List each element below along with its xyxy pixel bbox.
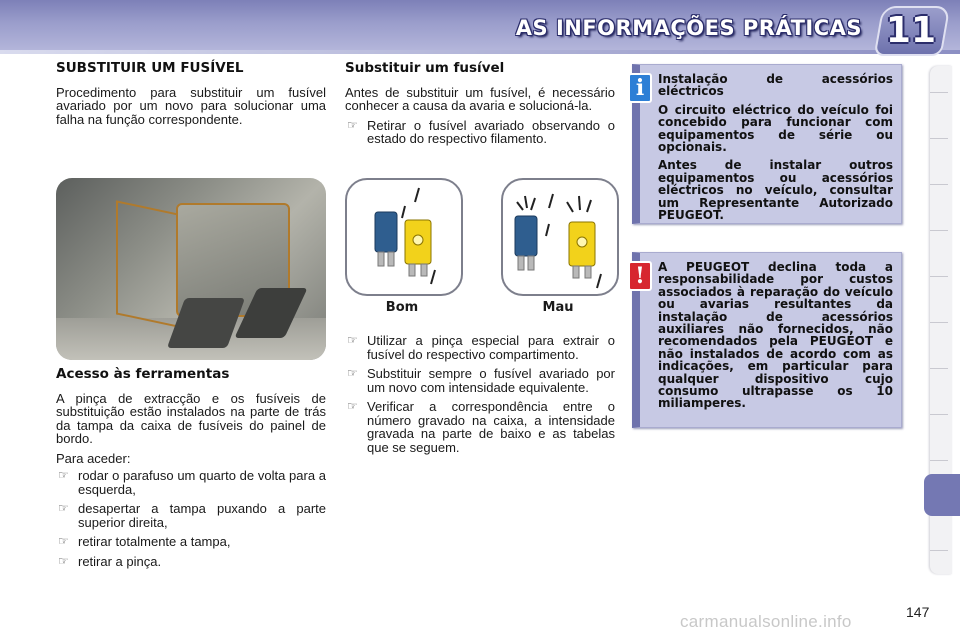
page-number: 147 [906,604,930,620]
good-fuse-illustration [345,178,463,296]
side-rail-tick [930,368,948,369]
intro-text: Procedimento para substituir um fusível avariado por um novo para solucionar uma falha na função correspondente. [56,84,326,127]
section-heading: SUBSTITUIR UM FUSÍVEL [56,60,244,76]
fuse-box-location-photo [56,178,326,360]
info-icon: i [628,73,652,103]
left-column [56,62,326,132]
tools-heading: Acesso às ferramentas [56,366,230,382]
side-rail-tick [930,138,948,139]
side-rail-tick [930,92,948,93]
list-item: ☞ Utilizar a pinça especial para extrair o fusível do respectivo compartimento. [347,333,615,362]
side-rail-tick [930,322,948,323]
pointing-hand-icon: ☞ [58,501,69,515]
pointing-hand-icon: ☞ [58,553,69,568]
good-fuse-caption: Bom [385,300,419,315]
tools-section [56,368,326,574]
header-stripe [0,50,960,54]
bad-fuse-illustration [501,178,619,296]
active-chapter-tab[interactable] [924,474,960,516]
pointing-hand-icon: ☞ [58,468,69,482]
side-rail-tick [930,184,948,185]
side-rail-tick [930,550,948,551]
list-item: ☞ Verificar a correspondência entre o número gravado na caixa, a intensidade gravada na parte de baixo e as tabelas que se seguem. [347,399,615,455]
info-paragraph: O circuito eléctrico do veículo foi concebido para funcionar com equipamentos de série ou opcionais. [658,102,893,155]
chapter-title: AS INFORMAÇÕES PRÁTICAS [515,16,862,40]
pointing-hand-icon: ☞ [347,117,358,132]
pointing-hand-icon: ☞ [347,333,358,347]
replace-fuse-heading: Substituir um fusível [345,60,505,76]
chapter-number: 11 [885,10,936,51]
pointing-hand-icon: ☞ [347,399,358,413]
blown-fuse-icon [503,180,617,294]
watermark: carmanualsonline.info [680,612,852,631]
list-item: ☞ Substituir sempre o fusível avariado por um novo com intensidade equivalente. [347,366,615,395]
side-rail-tick [930,460,948,461]
side-rail-tick [930,276,948,277]
list-item: ☞ retirar totalmente a tampa, [58,534,231,549]
list-item: ☞ rodar o parafuso um quarto de volta para a esquerda, [58,468,326,497]
pointing-hand-icon: ☞ [58,534,69,548]
info-title: Instalação de acessórios eléctricos [658,72,893,99]
side-rail-tick [930,230,948,231]
warning-icon: ! [628,261,652,291]
middle-column [345,62,615,152]
replace-steps [345,334,615,460]
info-paragraph: Antes de instalar outros equipamentos ou acessórios eléctricos no veículo, consultar um Representante Autorizado PEUGEOT. [658,158,893,223]
replace-intro: Antes de substituir um fusível, é necessário conhecer a causa da avaria e solucioná-la. [345,84,615,113]
side-rail-tick [930,414,948,415]
list-item: ☞ retirar a pinça. [58,553,162,569]
bad-fuse-caption: Mau [542,300,574,315]
good-fuse-icon [347,180,461,294]
warning-text: A PEUGEOT declina toda a responsabilidade por custos associados à reparação do veículo ou avarias resultantes da instalação de acessórios auxiliares não fornecidos, não recomendados pela PEUGEOT e não instalados de acordo com as indicações, em particular para qualquer dispositivo cujo consumo ultrapasse os 10 miliamperes. [658,260,893,411]
list-item: ☞ Retirar o fusível avariado observando o estado do respectivo filamento. [347,117,615,146]
list-item: ☞ desapertar a tampa puxando a parte superior direita, [58,501,326,530]
tools-text: A pinça de extracção e os fusíveis de substituição estão instalados na parte de trás da tampa da caixa de fusíveis do painel de bordo. [56,390,326,446]
warning-box [632,252,902,428]
access-label: Para aceder: [56,450,131,466]
info-box-accessories [632,64,902,224]
pointing-hand-icon: ☞ [347,366,358,380]
